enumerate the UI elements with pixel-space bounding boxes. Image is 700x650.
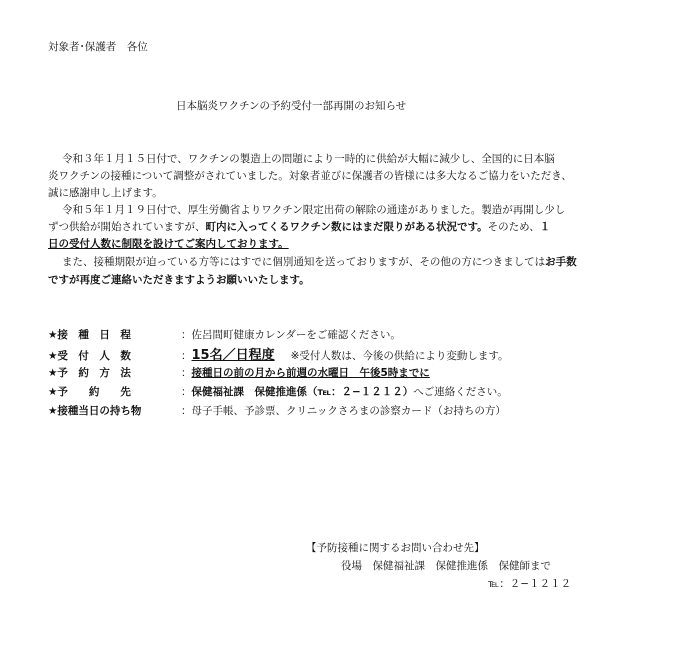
detail-contact-value-rest: へご連絡ください。 xyxy=(413,386,508,398)
detail-method-value: 接種日の前の月から前週の水曜日 午後5時までに xyxy=(191,367,430,379)
detail-items xyxy=(48,406,506,417)
detail-contact xyxy=(48,387,508,398)
detail-capacity xyxy=(48,349,509,362)
detail-capacity-colon: ： xyxy=(181,350,192,362)
paragraph-2-line-3: 日の受付人数に制限を設けてご案内しております。 xyxy=(48,238,289,250)
inquiry-heading: 【予防接種に関するお問い合わせ先】 xyxy=(306,542,485,554)
detail-contact-label: ★予 約 先 xyxy=(48,386,131,398)
paragraph-2-emphasis-2: １ xyxy=(539,221,551,233)
detail-items-value: ：母子手帳、予診票、クリニックさろまの診察カード（お持ちの方） xyxy=(181,405,506,417)
detail-schedule-value: ：佐呂間町健康カレンダーをご確認ください。 xyxy=(181,329,401,341)
paragraph-2-line-2 xyxy=(48,222,578,233)
paragraph-3-emphasis: お手数 xyxy=(545,256,577,268)
paragraph-2-text: ずつ供給が開始されていますが、 xyxy=(48,221,206,233)
inquiry-department: 役場 保健福祉課 保健推進係 保健師まで xyxy=(341,560,551,572)
paragraph-1-line-3: 誠に感謝申し上げます。 xyxy=(48,187,163,199)
paragraph-3-line-1 xyxy=(62,257,592,268)
detail-schedule-label: ★接 種 日 程 xyxy=(48,329,131,341)
detail-capacity-value: 15名／日程度 xyxy=(191,348,275,363)
detail-capacity-label: ★受 付 人 数 xyxy=(48,350,131,362)
paragraph-3-text: また、接種期限が迫っている方等にはすでに個別通知を送っておりますが、その他の方につきましては xyxy=(62,256,546,268)
detail-capacity-note: ※受付人数は、今後の供給により変動します。 xyxy=(290,350,509,362)
paragraph-2-line-1: 令和５年１月１９日付で、厚生労働省よりワクチン限定出荷の解除の通達がありました。製造が再開し少し xyxy=(62,204,566,216)
detail-method-label: ★予 約 方 法 xyxy=(48,367,131,379)
paragraph-2-emphasis: 町内に入ってくるワクチン数にはまだ限りがある状況です。 xyxy=(205,221,488,233)
paragraph-1-line-2: 炎ワクチンの接種について調整がされていました。対象者並びに保護者の皆様には多大なるご協力をいただき、 xyxy=(48,170,572,182)
paragraph-1-line-1: 令和３年１月１５日付で、ワクチンの製造上の問題により一時的に供給が大幅に減少し、全国的に日本脳 xyxy=(62,153,555,165)
detail-method xyxy=(48,368,430,379)
document-title: 日本脳炎ワクチンの予約受付一部再開のお知らせ xyxy=(176,100,407,112)
detail-schedule xyxy=(48,330,401,341)
addressee: 対象者･保護者 各位 xyxy=(48,41,148,53)
paragraph-2-text-2: そのため、 xyxy=(487,221,540,233)
paragraph-3-line-2: ですが再度ご連絡いただきますようお願いいたします。 xyxy=(48,274,310,286)
detail-contact-value: 保健福祉課 保健推進係（℡：２−１２１２） xyxy=(191,386,414,398)
inquiry-phone: ℡：２−１２１２ xyxy=(488,578,572,590)
detail-method-colon: ： xyxy=(181,367,192,379)
detail-contact-colon: ： xyxy=(181,386,192,398)
detail-items-label: ★接種当日の持ち物 xyxy=(48,405,142,417)
